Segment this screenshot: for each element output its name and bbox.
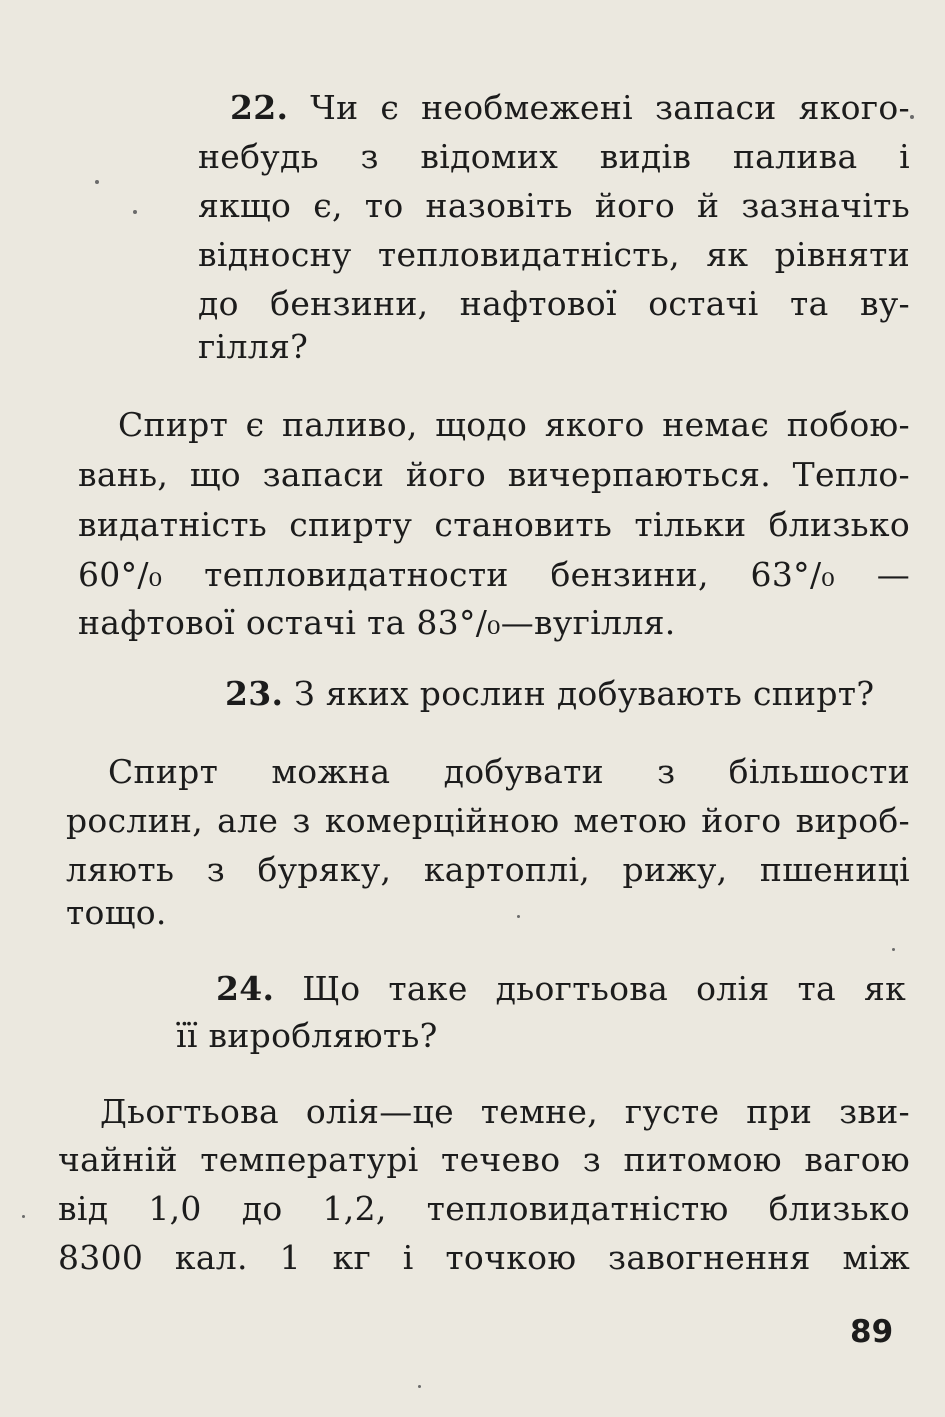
question-22-line-1 (230, 88, 910, 128)
scan-speck (517, 915, 520, 918)
answer-22-line-4: 60°/₀ тепловидатности бензини, 63°/₀ — (78, 555, 910, 594)
scan-speck (910, 115, 914, 119)
question-24-number: 24. (216, 969, 275, 1008)
answer-24-line-2: чайній температурі течево з питомою вагою (58, 1140, 910, 1179)
question-24-line-1 (216, 969, 906, 1009)
question-23-line (225, 674, 874, 714)
question-22-line-4: відносну тепловидатність, як рівняти (198, 235, 910, 274)
question-22-line-6: гілля? (198, 327, 309, 366)
page-number: 89 (850, 1314, 894, 1350)
scan-speck (892, 948, 895, 951)
answer-22-line-3: видатність спирту становить тільки близько (78, 505, 910, 544)
question-22-text-1: Чи є необмежені запаси якого- (310, 88, 910, 127)
question-22-line-2: небудь з відомих видів палива і (198, 137, 910, 176)
question-24-line-2: її виробляють? (176, 1016, 438, 1055)
answer-22-line-2: вань, що запаси його вичерпаються. Тепло- (78, 455, 910, 494)
answer-23-line-2: рослин, але з комерційною метою його вироб- (66, 801, 910, 840)
question-24-text-1: Що таке дьогтьова олія та як (302, 969, 906, 1008)
question-23-text: З яких рослин добувають спирт? (294, 674, 875, 713)
answer-23-line-1: Спирт можна добувати з більшости (108, 752, 910, 791)
answer-22-line-5: нафтової остачі та 83°/₀—вугілля. (78, 603, 676, 642)
answer-22-line-1: Спирт є паливо, щодо якого немає побою- (118, 405, 910, 444)
answer-23-line-3: ляють з буряку, картоплі, рижу, пшениці (66, 850, 910, 889)
question-23-number: 23. (225, 674, 284, 713)
answer-24-line-3: від 1,0 до 1,2, тепловидатністю близько (58, 1189, 910, 1228)
answer-24-line-4: 8300 кал. 1 кг і точкою завогнення між (58, 1238, 910, 1277)
answer-23-line-4: тощо. (66, 893, 167, 932)
scan-speck (133, 210, 137, 214)
scan-speck (22, 1215, 25, 1218)
answer-24-line-1: Дьогтьова олія—це темне, густе при зви- (100, 1092, 910, 1131)
scan-speck (418, 1385, 421, 1388)
question-22-line-3: якщо є, то назовіть його й зазначіть (198, 186, 910, 225)
question-22-line-5: до бензини, нафтової остачі та ву- (198, 284, 910, 323)
question-22-number: 22. (230, 88, 289, 127)
scan-speck (95, 180, 99, 184)
